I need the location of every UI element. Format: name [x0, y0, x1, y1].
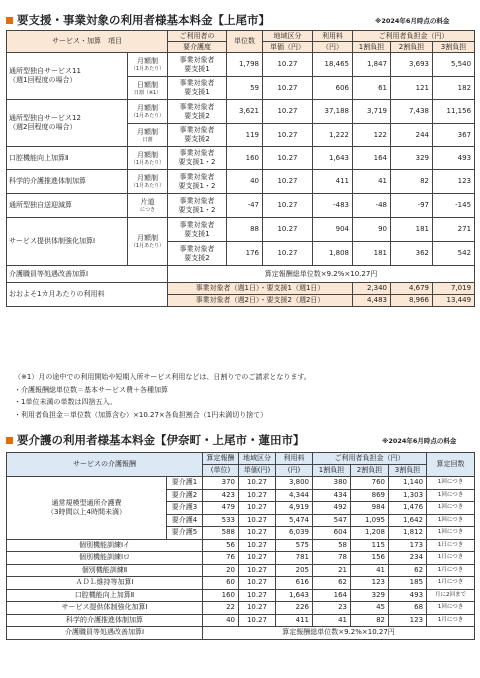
table-cell: 10.27: [239, 527, 276, 540]
table-cell: 10.27: [239, 514, 276, 527]
cell-subline: 要支援2: [184, 253, 210, 262]
billing-type: [128, 124, 168, 147]
header-fee-2: (円): [276, 465, 313, 477]
cell-line: 事業対象者: [179, 79, 215, 87]
table-cell: 1,847: [353, 53, 391, 77]
table-cell: 226: [276, 602, 313, 615]
table-cell: 1,812: [389, 527, 427, 540]
addon-name: 個別機能訓練Ⅰロ: [7, 552, 203, 565]
note-line: ・介護報酬総単位数＝基本サービス費＋各種加算: [14, 385, 168, 394]
table-cell: -47: [227, 194, 263, 218]
orange-square-icon: [6, 437, 13, 444]
cell-line: 事業対象者: [179, 220, 215, 229]
cell-line: 事業対象者: [179, 172, 215, 181]
table-cell: 234: [389, 552, 427, 565]
cell-subline: 要支援1・2: [178, 181, 216, 190]
table-cell: 61: [353, 77, 391, 100]
cell-subline: （週1回程度の場合）: [9, 76, 77, 84]
section2-title: 要介護の利用者様基本料金【伊奈町・上尾市・蓮田市】: [6, 432, 305, 448]
table-cell: 60: [203, 577, 239, 590]
note-line: ・1単位未満の単数は四捨五入。: [14, 398, 117, 406]
average-value: 2,340: [353, 283, 391, 295]
cell-line: 片道: [140, 198, 155, 206]
table-cell: 329: [351, 589, 389, 602]
average-value: 4,483: [353, 295, 391, 307]
header-burden-1: 1割負担: [353, 42, 391, 53]
cell-subline: 要支援2: [184, 111, 210, 120]
table-cell: 1,140: [389, 477, 427, 490]
cell-line: 日額制: [137, 80, 158, 89]
table-cell: 123: [433, 170, 475, 194]
table-cell: 3,719: [353, 100, 391, 124]
table-cell: 182: [433, 77, 475, 100]
table-cell: 10.27: [239, 602, 276, 615]
table-cell: 479: [203, 502, 239, 515]
target-level: [168, 194, 227, 218]
target-level: [168, 100, 227, 124]
table-cell: 1,476: [389, 502, 427, 515]
cell-line: 事業対象者: [179, 196, 215, 205]
care-level: 要介護2: [167, 489, 203, 502]
table-cell: 20: [203, 564, 239, 577]
table-cell: 362: [391, 242, 433, 266]
section1-date-note: ※2024年6月時点の料金: [375, 17, 450, 25]
table-cell: 10.27: [239, 589, 276, 602]
table-cell: 68: [389, 602, 427, 615]
header-target-2: 要介護度: [168, 42, 227, 53]
table-row: [7, 194, 475, 218]
section2-date-note: ※2024年6月時点の料金: [382, 437, 457, 445]
table-row: [7, 564, 475, 577]
header-units: 単位数: [227, 31, 263, 53]
table-cell: 1,303: [389, 489, 427, 502]
table-cell: 41: [313, 614, 351, 627]
header-burden-3: 3割負担: [433, 42, 475, 53]
cell-subline: （1月あたり）: [130, 243, 165, 249]
header-units: 算定報酬: [203, 453, 239, 465]
count-unit: 1回につき: [427, 527, 475, 540]
count-unit: 月に2回まで: [427, 589, 475, 602]
kaizen-value: 算定報酬総単位数×9.2%×10.27円: [203, 627, 475, 640]
table-row: [7, 147, 475, 170]
average-value: 7,019: [433, 283, 475, 295]
billing-type: [128, 218, 168, 266]
table-cell: 10.27: [263, 242, 313, 266]
table-cell: 11,156: [433, 100, 475, 124]
billing-type: [128, 100, 168, 124]
service-name: [7, 100, 128, 147]
table-cell: 869: [351, 489, 389, 502]
table-cell: 23: [313, 602, 351, 615]
header-units-2: (単位): [203, 465, 239, 477]
table-cell: 164: [353, 147, 391, 170]
service-name: [7, 477, 167, 540]
table-cell: 1,643: [276, 589, 313, 602]
notes: [14, 371, 311, 421]
cell-line: 月額制: [137, 234, 158, 242]
header-service: サービス・加算 項目: [7, 31, 168, 53]
table-cell: 10.27: [263, 170, 313, 194]
table-cell: 156: [351, 552, 389, 565]
count-unit: 1回につき: [427, 514, 475, 527]
table-cell: 904: [313, 218, 353, 242]
table-cell: 90: [353, 218, 391, 242]
table-cell: 185: [389, 577, 427, 590]
table-cell: 160: [203, 589, 239, 602]
average-value: 8,966: [391, 295, 433, 307]
cell-subline: 要支援1・2: [178, 205, 216, 214]
table-cell: 10.27: [239, 577, 276, 590]
table-cell: 82: [351, 614, 389, 627]
table-cell: 164: [313, 589, 351, 602]
table-row: [7, 266, 475, 283]
care-level: 要介護5: [167, 527, 203, 540]
header-service: サービスの介護報酬: [7, 453, 203, 477]
header-area: 地域区分: [263, 31, 313, 42]
cell-line: 月額制: [137, 127, 158, 136]
average-value: 13,449: [433, 295, 475, 307]
table-row: [7, 602, 475, 615]
target-level: [168, 147, 227, 170]
cell-subline: 要支援1: [184, 64, 210, 73]
header-area-2: 単価(円): [239, 465, 276, 477]
table-cell: 616: [276, 577, 313, 590]
table-cell: 160: [227, 147, 263, 170]
addon-name: 個別機能訓練Ⅰイ: [7, 539, 203, 552]
addon-name: ＡＤＬ維持等加算Ⅰ: [7, 577, 203, 590]
table-row: [7, 627, 475, 640]
table-cell: 10.27: [239, 552, 276, 565]
header-fee-2: （円）: [313, 42, 353, 53]
table-cell: 3,800: [276, 477, 313, 490]
table-cell: 62: [313, 577, 351, 590]
note-line: ・利用者負担金＝単位数（加算含む）×10.27×各負担割合（1円未満切り捨て）: [14, 410, 268, 419]
table-cell: 88: [227, 218, 263, 242]
table-cell: 10.27: [263, 100, 313, 124]
table-cell: 121: [391, 77, 433, 100]
care-level: 要介護4: [167, 514, 203, 527]
table-cell: 7,438: [391, 100, 433, 124]
table-cell: 5,540: [433, 53, 475, 77]
cell-line: 通常規模型通所介護費: [51, 498, 122, 507]
cell-subline: 日割: [142, 136, 153, 143]
note-line: （※1）月の途中での利用開始や短期入所サービス利用などは、日割りでのご請求となります。: [14, 373, 311, 381]
table-cell: 493: [389, 589, 427, 602]
table-cell: 244: [391, 124, 433, 147]
addon-name: サービス提供体制強化加算Ⅰ: [7, 602, 203, 615]
cell-subline: （3時間以上4時間未満）: [47, 507, 126, 516]
target-level: [168, 170, 227, 194]
cell-subline: （1月あたり）: [130, 113, 165, 119]
target-level: [168, 53, 227, 77]
billing-type: [128, 194, 168, 218]
service-name: サービス提供体制強化加算Ⅰ: [7, 218, 128, 266]
table-cell: 78: [313, 552, 351, 565]
count-unit: 1月につき: [427, 577, 475, 590]
service-name: 科学的介護推進体制加算: [7, 170, 128, 194]
table-cell: 760: [351, 477, 389, 490]
table-cell: 41: [351, 564, 389, 577]
table-cell: -48: [353, 194, 391, 218]
table-cell: 493: [433, 147, 475, 170]
table-cell: 4,344: [276, 489, 313, 502]
table-cell: 119: [227, 124, 263, 147]
cell-line: 通所型独自サービス12: [9, 114, 81, 122]
table-row: [7, 539, 475, 552]
billing-type: [128, 147, 168, 170]
header-burden: ご利用者負担金（円）: [313, 453, 427, 465]
count-unit: 1回につき: [427, 502, 475, 515]
table-row: [7, 589, 475, 602]
table-cell: 547: [313, 514, 351, 527]
table-cell: 370: [203, 477, 239, 490]
cell-line: 月額制: [137, 104, 158, 112]
average-case: 事業対象者（週1日）・要支援1（週1日）: [168, 283, 353, 295]
table-cell: 1,643: [313, 147, 353, 170]
table-cell: 40: [227, 170, 263, 194]
table-cell: 367: [433, 124, 475, 147]
addon-name: 科学的介護推進体制加算: [7, 614, 203, 627]
target-level: [168, 242, 227, 266]
table-cell: 205: [276, 564, 313, 577]
table-cell: -145: [433, 194, 475, 218]
cell-subline: 要支援1・2: [178, 158, 216, 166]
table-cell: 10.27: [263, 194, 313, 218]
header-area-2: 単価（円）: [263, 42, 313, 53]
header-fee: 利用料: [313, 31, 353, 42]
header-burden: ご利用者負担金（円）: [353, 31, 475, 42]
table-cell: 58: [313, 539, 351, 552]
table-row: [7, 283, 475, 295]
table-cell: 575: [276, 539, 313, 552]
target-level: [168, 77, 227, 100]
table-cell: 82: [391, 170, 433, 194]
table-cell: 271: [433, 218, 475, 242]
table-cell: 56: [203, 539, 239, 552]
table-cell: 21: [313, 564, 351, 577]
average-label: おおよそ1カ月あたりの利用料: [7, 283, 168, 307]
table-cell: 18,465: [313, 53, 353, 77]
table-cell: 1,208: [351, 527, 389, 540]
cell-line: 月額制: [137, 174, 158, 182]
table-cell: 3,693: [391, 53, 433, 77]
care-level: 要介護3: [167, 502, 203, 515]
count-unit: 1月につき: [427, 614, 475, 627]
header-count: 算定回数: [427, 453, 475, 477]
table-cell: 10.27: [239, 614, 276, 627]
table-cell: 542: [433, 242, 475, 266]
table-cell: 10.27: [263, 147, 313, 170]
cell-line: 通所型独自サービス11: [9, 67, 81, 75]
kaizen-label: 介護職員等処遇改善加算Ⅰ: [7, 627, 203, 640]
kaizen-label: 介護職員等処遇改善加算Ⅰ: [7, 266, 168, 283]
table-cell: 22: [203, 602, 239, 615]
table-kaigo-fees: [6, 452, 475, 640]
table-cell: 10.27: [263, 218, 313, 242]
table-row: [7, 170, 475, 194]
header-burden-2: 2割負担: [351, 465, 389, 477]
cell-line: 事業対象者: [179, 126, 215, 134]
average-value: 4,679: [391, 283, 433, 295]
table-cell: 181: [353, 242, 391, 266]
table-cell: 423: [203, 489, 239, 502]
table-cell: 10.27: [239, 502, 276, 515]
cell-subline: （1月あたり）: [130, 159, 165, 166]
table-cell: 37,188: [313, 100, 353, 124]
cell-subline: につき: [140, 207, 155, 213]
table-cell: 10.27: [263, 53, 313, 77]
table-cell: 10.27: [263, 77, 313, 100]
addon-name: 個別機能訓練Ⅱ: [7, 564, 203, 577]
count-unit: 1日につき: [427, 539, 475, 552]
table-cell: 62: [389, 564, 427, 577]
cell-line: 事業対象者: [179, 55, 215, 64]
table-cell: 329: [391, 147, 433, 170]
table-cell: 4,919: [276, 502, 313, 515]
header-fee: 利用料: [276, 453, 313, 465]
cell-line: 月額制: [137, 57, 158, 65]
table-row: [7, 477, 475, 490]
service-name: 口腔機能向上加算Ⅱ: [7, 147, 128, 170]
service-name: [7, 53, 128, 100]
addon-name: 口腔機能向上加算Ⅱ: [7, 589, 203, 602]
count-unit: 1日につき: [427, 552, 475, 565]
table-cell: 434: [313, 489, 351, 502]
table-cell: 176: [227, 242, 263, 266]
cell-line: 事業対象者: [179, 244, 215, 253]
kaizen-value: 算定報酬総単位数×9.2%×10.27円: [168, 266, 475, 283]
table-cell: 1,808: [313, 242, 353, 266]
table-cell: 123: [389, 614, 427, 627]
table-cell: 41: [353, 170, 391, 194]
table-cell: 181: [391, 218, 433, 242]
table-row: [7, 218, 475, 242]
billing-type: [128, 77, 168, 100]
cell-line: 事業対象者: [179, 102, 215, 111]
cell-subline: 要支援2: [184, 135, 210, 143]
table-cell: 1,798: [227, 53, 263, 77]
table-cell: 3,621: [227, 100, 263, 124]
count-unit: 1回につき: [427, 489, 475, 502]
table-cell: 173: [389, 539, 427, 552]
table-cell: 588: [203, 527, 239, 540]
cell-subline: 要支援1: [184, 229, 210, 238]
cell-line: 月額制: [137, 150, 158, 159]
table-cell: 10.27: [263, 124, 313, 147]
table-cell: 76: [203, 552, 239, 565]
table-cell: 606: [313, 77, 353, 100]
table-cell: 10.27: [239, 539, 276, 552]
average-case: 事業対象者（週2日）・要支援2（週2日）: [168, 295, 353, 307]
table-cell: 122: [353, 124, 391, 147]
count-unit: 1月につき: [427, 564, 475, 577]
header-target: ご利用者の: [168, 31, 227, 42]
cell-line: 事業対象者: [179, 149, 215, 157]
table-cell: 10.27: [239, 564, 276, 577]
header-area: 地域区分: [239, 453, 276, 465]
orange-square-icon: [6, 17, 13, 24]
table-cell: 6,039: [276, 527, 313, 540]
table-cell: -483: [313, 194, 353, 218]
target-level: [168, 124, 227, 147]
table-cell: 40: [203, 614, 239, 627]
table-cell: 59: [227, 77, 263, 100]
table-yoshien-fees: [6, 30, 475, 307]
table-cell: 10.27: [239, 477, 276, 490]
table-row: [7, 614, 475, 627]
care-level: 要介護1: [167, 477, 203, 490]
table-cell: 492: [313, 502, 351, 515]
cell-subline: （1月あたり）: [130, 66, 165, 72]
cell-subline: 要支援1: [184, 88, 210, 96]
count-unit: 1回につき: [427, 602, 475, 615]
table-cell: 1,222: [313, 124, 353, 147]
table-cell: 5,474: [276, 514, 313, 527]
table-row: [7, 577, 475, 590]
service-name: 通所型独自送迎減算: [7, 194, 128, 218]
header-burden-2: 2割負担: [391, 42, 433, 53]
table-cell: 380: [313, 477, 351, 490]
table-cell: -97: [391, 194, 433, 218]
table-cell: 604: [313, 527, 351, 540]
table-cell: 411: [313, 170, 353, 194]
table-cell: 115: [351, 539, 389, 552]
table-cell: 10.27: [239, 489, 276, 502]
table-cell: 411: [276, 614, 313, 627]
billing-type: [128, 170, 168, 194]
cell-subline: （1月あたり）: [130, 183, 165, 189]
count-unit: 1回につき: [427, 477, 475, 490]
table-cell: 1,642: [389, 514, 427, 527]
table-row: [7, 53, 475, 77]
table-cell: 45: [351, 602, 389, 615]
table-cell: 781: [276, 552, 313, 565]
table-cell: 1,095: [351, 514, 389, 527]
billing-type: [128, 53, 168, 77]
table-cell: 123: [351, 577, 389, 590]
cell-subline: 日割（※1）: [133, 89, 162, 96]
table-cell: 533: [203, 514, 239, 527]
header-burden-1: 1割負担: [313, 465, 351, 477]
table-cell: 984: [351, 502, 389, 515]
section1-title: 要支援・事業対象の利用者様基本料金【上尾市】: [6, 12, 270, 28]
target-level: [168, 218, 227, 242]
table-row: [7, 100, 475, 124]
cell-subline: （週2回程度の場合）: [9, 123, 77, 131]
header-burden-3: 3割負担: [389, 465, 427, 477]
table-row: [7, 552, 475, 565]
